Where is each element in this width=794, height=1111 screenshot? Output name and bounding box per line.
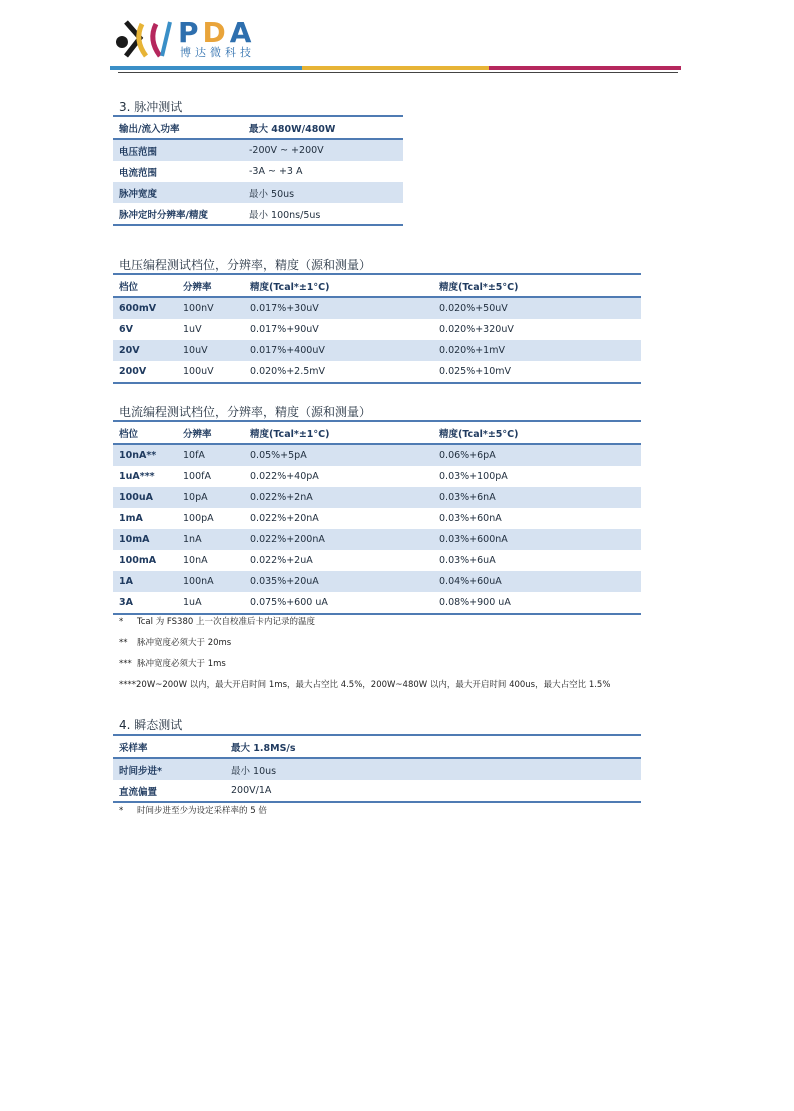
table-cell: 200V/1A — [231, 785, 272, 796]
table-cell: 1uV — [183, 324, 202, 335]
table-cell: 1uA — [183, 597, 202, 608]
table-row — [113, 550, 641, 571]
table-row — [113, 466, 641, 487]
table-cell: 脉冲宽度 — [113, 182, 243, 203]
brand-name: PDA — [178, 16, 256, 49]
table-cell: 1mA — [119, 513, 143, 524]
table-cell: 10mA — [113, 529, 177, 550]
footnote-text: 脉冲宽度必须大于 1ms — [137, 659, 226, 669]
table-row — [113, 571, 641, 592]
table-header-cell: 精度(Tcal*±5°C) — [439, 428, 519, 440]
footnote — [119, 678, 610, 690]
table-header-row — [113, 274, 641, 297]
table-cell: 0.08%+900 uA — [439, 597, 511, 608]
table-cell: 3A — [119, 597, 133, 608]
table-header-cell: 精度(Tcal*±1°C) — [250, 281, 330, 293]
footnote-mark: *** — [119, 659, 132, 669]
table-cell: 最小 10us — [225, 758, 641, 780]
table-header-cell: 档位 — [119, 281, 139, 293]
footnote-text: ****20W~200W 以内，最大开启时间 1ms，最大占空比 4.5%，200W~480W 以内，最大开启时间 400us，最大占空比 1.5% — [119, 680, 611, 690]
table-cell: 0.035%+20uA — [244, 571, 433, 592]
table-row — [113, 780, 641, 802]
brand-chinese-name: 博达微科技 — [180, 46, 255, 59]
table-cell: 100pA — [183, 513, 214, 524]
table-cell: 0.075%+600 uA — [250, 597, 328, 608]
table-header-cell: 最大 1.8MS/s — [231, 742, 296, 754]
table-cell: 10nA** — [113, 444, 177, 466]
table-row — [113, 139, 403, 161]
table-cell: 1A — [113, 571, 177, 592]
table-cell: -200V ~ +200V — [243, 139, 403, 161]
table-cell: 200V — [119, 366, 147, 377]
table-cell: 0.017%+30uV — [244, 297, 433, 319]
table-cell: 0.06%+6pA — [433, 444, 641, 466]
table-row — [113, 297, 641, 319]
table-cell: 0.03%+6nA — [433, 487, 641, 508]
table-header-cell: 输出/流入功率 — [119, 123, 180, 135]
voltage-section-title: 电压编程测试档位，分辨率，精度（源和测量） — [119, 258, 372, 272]
table-cell: 最小 100ns/5us — [249, 209, 321, 221]
table-row — [113, 529, 641, 550]
table-cell: 最小 50us — [243, 182, 403, 203]
current-section-title: 电流编程测试档位，分辨率，精度（源和测量） — [119, 405, 372, 419]
footnote-text: Tcal 为 FS380 上一次自校准后卡内记录的温度 — [137, 617, 315, 627]
table-header-cell: 最大 480W/480W — [249, 123, 336, 135]
table-cell: 0.022%+200nA — [244, 529, 433, 550]
table-row — [113, 319, 641, 340]
table-cell: 直流偏置 — [119, 786, 158, 798]
table-cell: 100uV — [183, 366, 214, 377]
table-header-cell: 分辨率 — [183, 428, 212, 440]
header-divider — [118, 72, 678, 73]
table-cell: 0.04%+60uA — [433, 571, 641, 592]
table-row — [113, 361, 641, 383]
table-cell: 0.022%+2uA — [250, 555, 313, 566]
table-cell: 时间步进* — [113, 758, 225, 780]
table-cell: 10fA — [177, 444, 244, 466]
table-header-cell: 精度(Tcal*±1°C) — [250, 428, 330, 440]
table-header-cell: 精度(Tcal*±5°C) — [439, 281, 519, 293]
table-cell: 0.017%+400uV — [244, 340, 433, 361]
footnote-mark: ** — [119, 638, 128, 648]
footnote — [119, 615, 315, 627]
pulse-table — [113, 115, 403, 226]
table-cell: 0.020%+2.5mV — [250, 366, 326, 377]
table-row — [113, 444, 641, 466]
transient-section-title: 4. 瞬态测试 — [119, 718, 183, 732]
footnote — [119, 657, 226, 669]
table-cell: 100uA — [113, 487, 177, 508]
table-cell: 0.025%+10mV — [439, 366, 512, 377]
table-cell: 10pA — [177, 487, 244, 508]
table-cell: 1nA — [177, 529, 244, 550]
table-cell: 100mA — [119, 555, 157, 566]
table-row — [113, 161, 403, 182]
table-header-cell: 分辨率 — [183, 281, 212, 293]
footnote-text: 脉冲宽度必须大于 20ms — [137, 638, 232, 648]
footnote — [119, 804, 267, 816]
table-cell: 0.03%+600nA — [433, 529, 641, 550]
table-cell: 0.020%+320uV — [439, 324, 514, 335]
table-cell: 0.022%+40pA — [250, 471, 319, 482]
table-cell: 10uV — [177, 340, 244, 361]
header-bar-magenta — [489, 66, 681, 70]
table-row — [113, 592, 641, 614]
table-cell: 100fA — [183, 471, 211, 482]
footnote-text: 时间步进至少为设定采样率的 5 倍 — [137, 806, 267, 816]
page-header — [0, 0, 794, 80]
footnote-mark: * — [119, 806, 124, 816]
header-bar-blue — [110, 66, 302, 70]
header-bar-yellow — [302, 66, 489, 70]
table-row — [113, 758, 641, 780]
table-cell: 0.017%+90uV — [250, 324, 319, 335]
footnote — [119, 636, 231, 648]
table-header-row — [113, 421, 641, 444]
footnote-mark: * — [119, 617, 124, 627]
table-cell: 0.03%+60nA — [439, 513, 502, 524]
table-header-row — [113, 116, 403, 139]
table-row — [113, 487, 641, 508]
table-row — [113, 508, 641, 529]
table-cell: 0.05%+5pA — [244, 444, 433, 466]
table-cell: 600mV — [113, 297, 177, 319]
voltage-table — [113, 273, 641, 384]
table-header-cell: 档位 — [119, 428, 139, 440]
transient-table — [113, 734, 641, 803]
table-cell: 20V — [113, 340, 177, 361]
table-cell: 100nV — [177, 297, 244, 319]
pulse-section-title: 3. 脉冲测试 — [119, 100, 183, 114]
table-cell: 脉冲定时分辨率/精度 — [119, 209, 208, 221]
table-header-cell: 采样率 — [119, 742, 148, 754]
table-row — [113, 203, 403, 225]
table-cell: 0.022%+20nA — [250, 513, 319, 524]
table-row — [113, 340, 641, 361]
table-cell: 0.03%+6uA — [439, 555, 496, 566]
table-cell: 6V — [119, 324, 133, 335]
table-header-row — [113, 735, 641, 758]
table-cell: 0.020%+50uV — [433, 297, 641, 319]
table-cell: 0.020%+1mV — [433, 340, 641, 361]
table-cell: -3A ~ +3 A — [249, 166, 303, 177]
table-cell: 电压范围 — [113, 139, 243, 161]
table-row — [113, 182, 403, 203]
table-cell: 0.03%+100pA — [439, 471, 508, 482]
current-table — [113, 420, 641, 615]
table-cell: 0.022%+2nA — [244, 487, 433, 508]
table-cell: 100nA — [177, 571, 244, 592]
table-cell: 电流范围 — [119, 167, 158, 179]
table-cell: 10nA — [183, 555, 208, 566]
table-cell: 1uA*** — [119, 471, 155, 482]
